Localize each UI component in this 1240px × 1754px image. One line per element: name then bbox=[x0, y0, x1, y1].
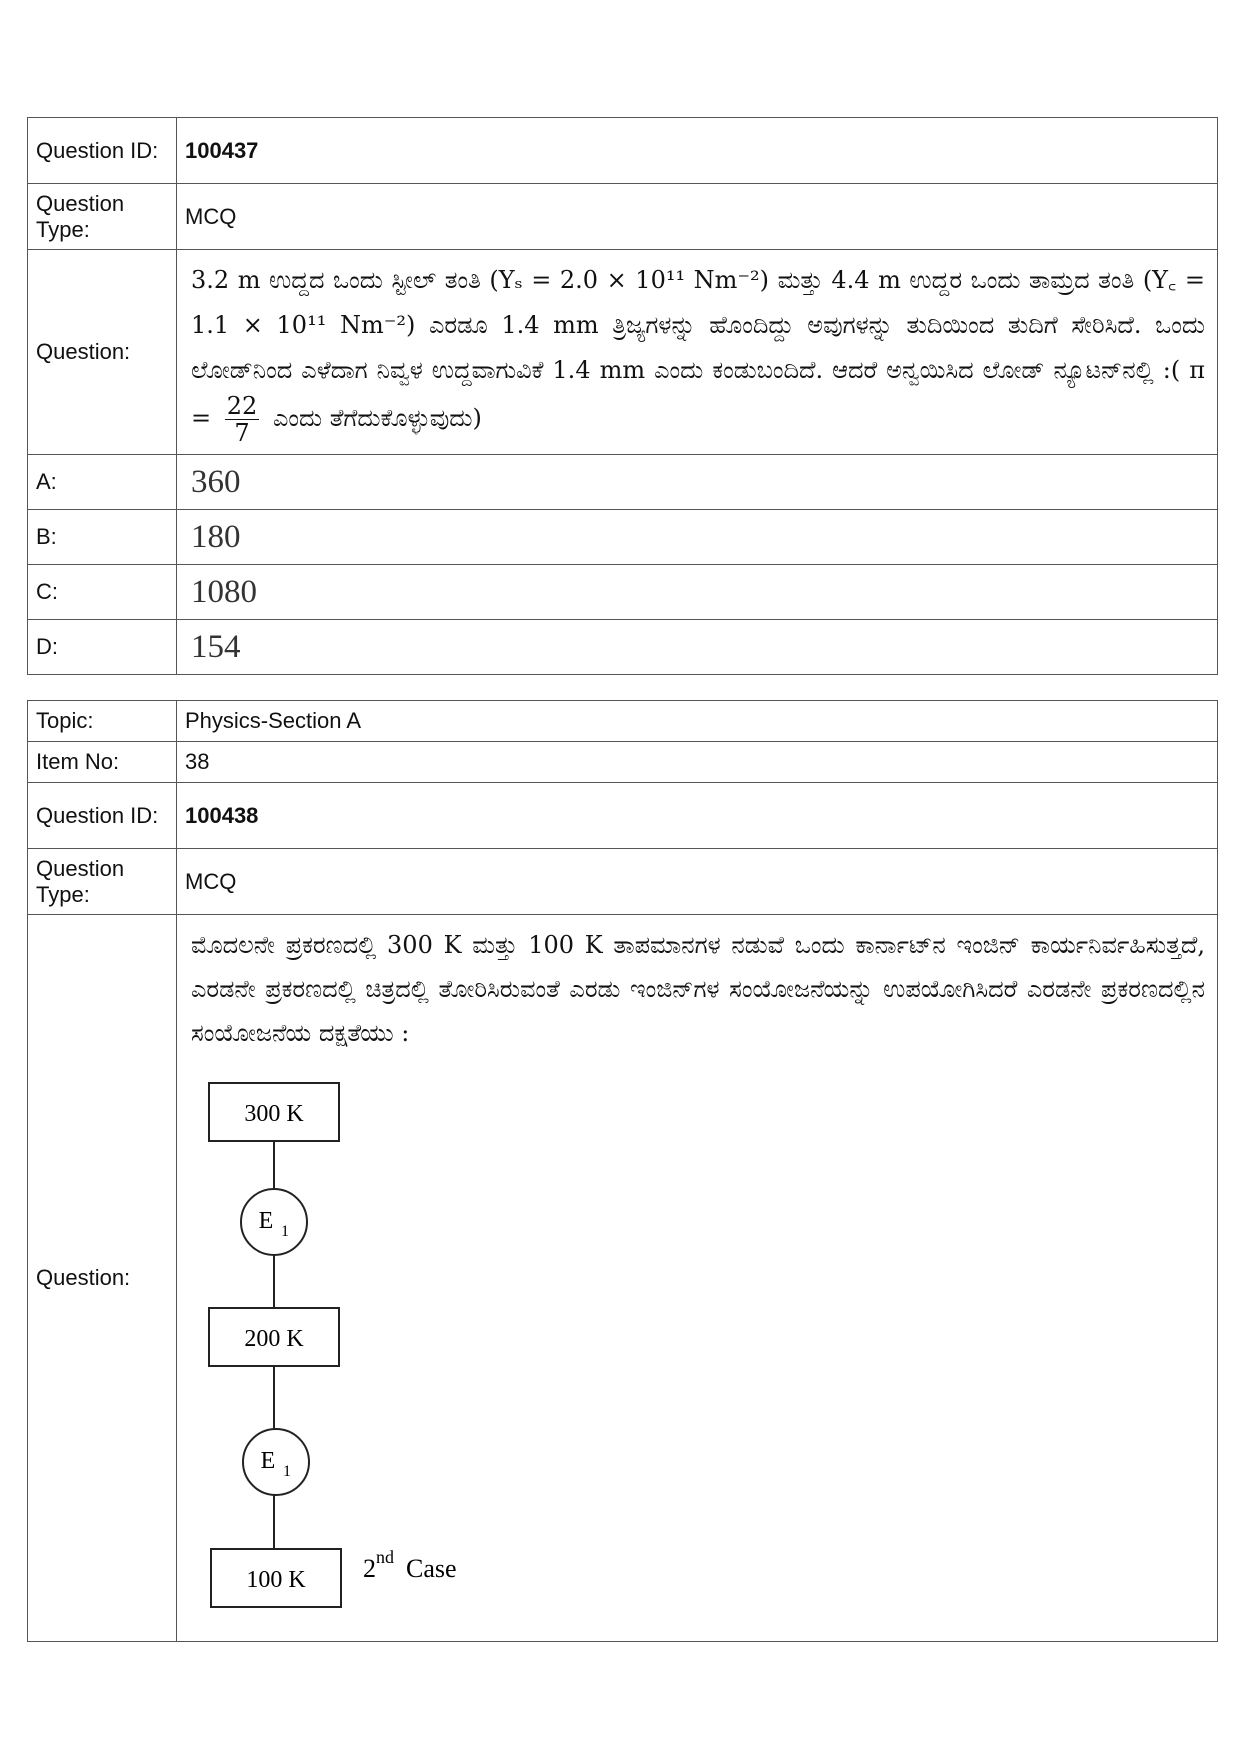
question-id-label-2: Question ID: bbox=[28, 783, 177, 849]
item-no-value: 38 bbox=[177, 742, 1218, 783]
engine-1-circle bbox=[241, 1189, 307, 1255]
pi-symbol: π = bbox=[191, 356, 1205, 432]
case-word: Case bbox=[406, 1554, 457, 1583]
topic-label: Topic: bbox=[28, 701, 177, 742]
question-id-label: Question ID: bbox=[28, 118, 177, 184]
question-id-value: 100437 bbox=[177, 118, 1218, 184]
option-d-value: 154 bbox=[177, 620, 1218, 675]
pi-denominator: 7 bbox=[234, 419, 250, 447]
option-b-value: 180 bbox=[177, 510, 1218, 565]
case-superscript: nd bbox=[376, 1547, 394, 1567]
question-text bbox=[177, 250, 1218, 455]
question-type-row bbox=[28, 184, 1218, 250]
option-b-row bbox=[28, 510, 1218, 565]
pi-fraction bbox=[225, 393, 260, 446]
question-text-main: 3.2 m ಉದ್ದದ ಒಂದು ಸ್ಟೀಲ್ ತಂತಿ (Yₛ = 2.0 × 10¹¹ Nm⁻²) ಮತ್ತು 4.4 m ಉದ್ದರ ಒಂದು ತಾಮ್ರದ ತಂತಿ (Y꜀ = 1.1 × 10¹¹ Nm⁻²) ಎರಡೂ 1.4 mm ತ್ರಿಜ್ಯಗಳನ್ನು ಹೊಂದಿದ್ದು ಅವುಗಳನ್ನು ತುದಿಯಿಂದ ತುದಿಗೆ ಸೇರಿಸಿದೆ. ಒಂದು ಲೋಡ್‌ನಿಂದ ಎಳೆದಾಗ ನಿವ್ವಳ ಉದ್ದವಾಗುವಿಕೆ 1.4 mm ಎಂದು ಕಂಡುಬಂದಿದೆ. ಆದರೆ ಅನ್ವಯಿಸಿದ ಲೋಡ್ ನ್ಯೂಟನ್‌ನಲ್ಲಿ :( bbox=[191, 266, 1205, 384]
option-a-label: A: bbox=[28, 455, 177, 510]
option-d-row bbox=[28, 620, 1218, 675]
question-label-2: Question: bbox=[28, 915, 177, 1642]
question-content-2 bbox=[177, 915, 1218, 1642]
option-c-label: C: bbox=[28, 565, 177, 620]
question-type-row-2 bbox=[28, 849, 1218, 915]
question-label: Question: bbox=[28, 250, 177, 455]
option-a-value: 360 bbox=[177, 455, 1218, 510]
item-no-row bbox=[28, 742, 1218, 783]
question-id-value-2: 100438 bbox=[177, 783, 1218, 849]
reservoir-300k-label: 300 K bbox=[244, 1101, 304, 1127]
option-c-row bbox=[28, 565, 1218, 620]
engine-1-subscript: 1 bbox=[281, 1223, 289, 1240]
question-type-label-2: Question Type: bbox=[28, 849, 177, 915]
engine-1-label: E bbox=[258, 1208, 274, 1234]
question-type-value: MCQ bbox=[177, 184, 1218, 250]
question-text-2: ಮೊದಲನೇ ಪ್ರಕರಣದಲ್ಲಿ 300 K ಮತ್ತು 100 K ತಾಪಮಾನಗಳ ನಡುವೆ ಒಂದು ಕಾರ್ನಾಟ್‌ನ ಇಂಜಿನ್ ಕಾರ್ಯನಿರ್ವಹಿಸುತ್ತದೆ, ಎರಡನೇ ಪ್ರಕರಣದಲ್ಲಿ ಚಿತ್ರದಲ್ಲಿ ತೋರಿಸಿರುವಂತೆ ಎರಡು ಇಂಜಿನ್‌ಗಳ ಸಂಯೋಜನೆಯನ್ನು ಉಪಯೋಗಿಸಿದರೆ ಎರಡನೇ ಪ್ರಕರಣದಲ್ಲಿನ ಸಂಯೋಜನೆಯ ದಕ್ಷತೆಯು : bbox=[191, 931, 1205, 1047]
question-type-value-2: MCQ bbox=[177, 849, 1218, 915]
option-c-value: 1080 bbox=[177, 565, 1218, 620]
question-text-tail: ಎಂದು ತೆಗೆದುಕೊಳ್ಳುವುದು) bbox=[272, 404, 482, 432]
topic-row bbox=[28, 701, 1218, 742]
option-d-label: D: bbox=[28, 620, 177, 675]
reservoir-100k-label: 100 K bbox=[246, 1567, 306, 1593]
engine-2-circle bbox=[243, 1429, 309, 1495]
reservoir-200k-label: 200 K bbox=[244, 1326, 304, 1352]
question-type-label: Question Type: bbox=[28, 184, 177, 250]
carnot-engine-diagram bbox=[207, 1081, 527, 1641]
pi-numerator: 22 bbox=[226, 392, 258, 420]
engine-2-subscript: 1 bbox=[283, 1463, 291, 1480]
option-a-row bbox=[28, 455, 1218, 510]
topic-value: Physics-Section A bbox=[177, 701, 1218, 742]
case-number: 2 bbox=[363, 1554, 376, 1583]
engine-2-label: E bbox=[260, 1448, 276, 1474]
question-id-row-2 bbox=[28, 783, 1218, 849]
question-table-100437 bbox=[27, 117, 1218, 675]
question-table-100438 bbox=[27, 700, 1218, 1642]
question-id-row bbox=[28, 118, 1218, 184]
question-row bbox=[28, 250, 1218, 455]
item-no-label: Item No: bbox=[28, 742, 177, 783]
question-row-2 bbox=[28, 915, 1218, 1642]
option-b-label: B: bbox=[28, 510, 177, 565]
